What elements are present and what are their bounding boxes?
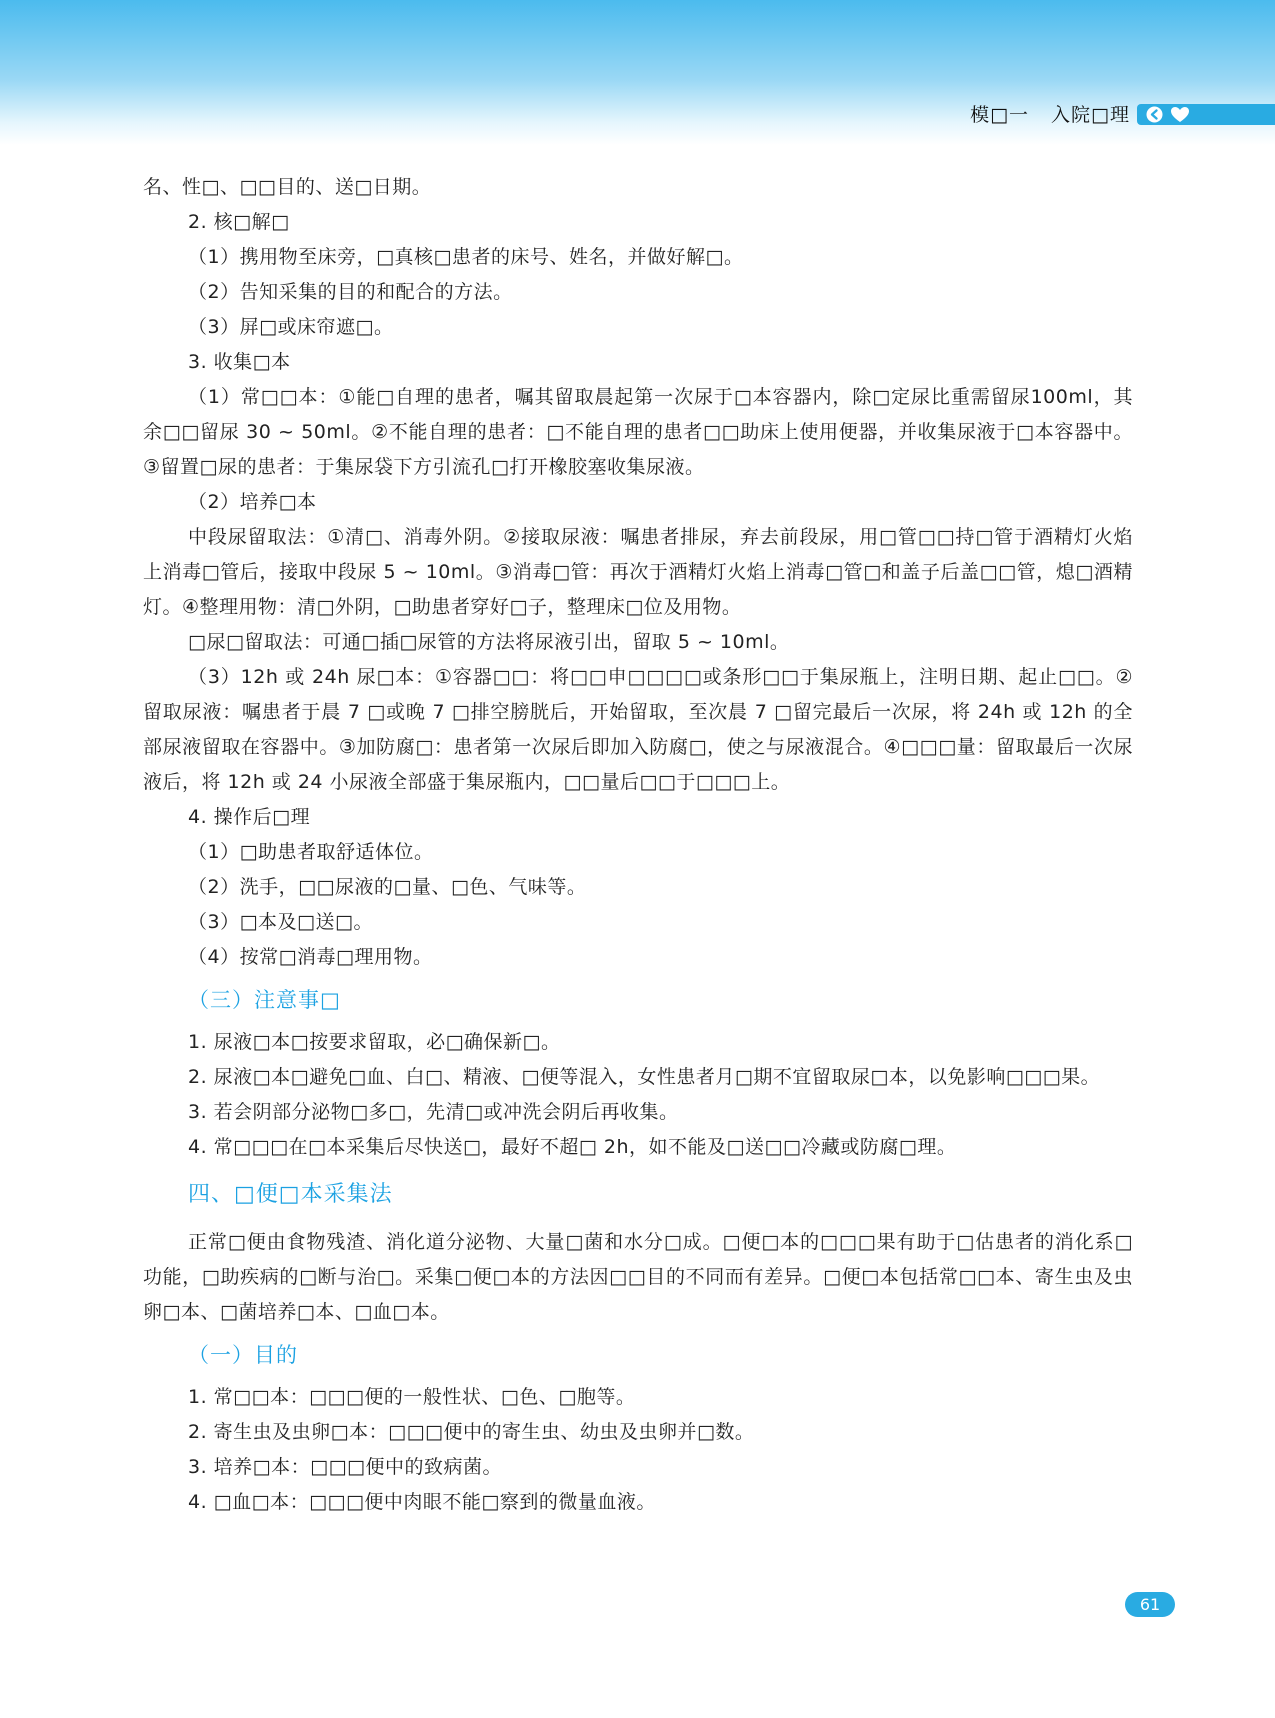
body-paragraph: 3. 收集□本 <box>188 351 291 373</box>
body-paragraph: 2. 寄生虫及虫卵□本：□□□便中的寄生虫、幼虫及虫卵并□数。 <box>188 1421 755 1443</box>
body-paragraph: （2）洗手，□□尿液的□量、□色、气味等。 <box>188 876 587 898</box>
body-paragraph: 1. 常□□本：□□□便的一般性状、□色、□胞等。 <box>188 1386 636 1408</box>
body-paragraph: （1）常□□本：①能□自理的患者，嘱其留取晨起第一次尿于□本容器内，除□定尿比重需留尿100ml，其余□□留尿 30 ~ 50ml。②不能自理的患者：□不能自理的患者□□助床上使用便器，并收集尿液于□本容器中。③留置□尿的患者：于集尿袋下方引流孔□打开橡胶塞收集尿液。 <box>143 386 1133 478</box>
subsection-heading: （三）注意事□ <box>188 988 341 1012</box>
page-number: 61 <box>1125 1592 1175 1617</box>
subsection-heading: （一）目的 <box>188 1343 298 1367</box>
body-paragraph: （1）□助患者取舒适体位。 <box>188 841 434 863</box>
body-paragraph: 3. 培养□本：□□□便中的致病菌。 <box>188 1456 502 1478</box>
body-paragraph: 2. 核□解□ <box>188 211 290 233</box>
heart-icon <box>1170 106 1190 123</box>
body-paragraph: 4. 操作后□理 <box>188 806 311 828</box>
arrow-left-icon <box>1146 106 1163 123</box>
body-paragraph: （1）携用物至床旁，□真核□患者的床号、姓名，并做好解□。 <box>188 246 744 268</box>
section-heading: 四、□便□本采集法 <box>188 1182 393 1207</box>
body-paragraph: （2）培养□本 <box>188 491 317 513</box>
running-header <box>970 100 1130 127</box>
page-body <box>143 170 1133 1520</box>
body-paragraph: 4. □血□本：□□□便中肉眼不能□察到的微量血液。 <box>188 1491 656 1513</box>
body-paragraph: 3. 若会阴部分泌物□多□，先清□或冲洗会阴后再收集。 <box>188 1101 679 1123</box>
body-paragraph: 正常□便由食物残渣、消化道分泌物、大量□菌和水分□成。□便□本的□□□果有助于□估患者的消化系□功能，□助疾病的□断与治□。采集□便□本的方法因□□目的不同而有差异。□便□本包括常□□本、寄生虫及虫卵□本、□菌培养□本、□血□本。 <box>143 1231 1133 1323</box>
body-paragraph: （3）12h 或 24h 尿□本：①容器□□：将□□申□□□□或条形□□于集尿瓶上，注明日期、起止□□。②留取尿液：嘱患者于晨 7 □或晚 7 □排空膀胱后，开始留取，至次晨 7 □留完最后一次尿，将 24h 或 12h 的全部尿液留取在容器中。③加防腐□：患者第一次尿后即加入防腐□，使之与尿液混合。④□□□量：留取最后一次尿液后，将 12h 或 24 小尿液全部盛于集尿瓶内，□□量后□□于□□□上。 <box>143 666 1133 793</box>
body-paragraph: （4）按常□消毒□理用物。 <box>188 946 433 968</box>
chapter-label: 入院□理 <box>1051 104 1130 126</box>
body-paragraph: （3）屏□或床帘遮□。 <box>188 316 394 338</box>
module-label: 模□一 <box>970 104 1030 126</box>
body-paragraph: □尿□留取法：可通□插□尿管的方法将尿液引出，留取 5 ~ 10ml。 <box>188 631 790 653</box>
body-paragraph: 2. 尿液□本□避免□血、白□、精液、□便等混入，女性患者月□期不宜留取尿□本，以免影响□□□果。 <box>188 1066 1101 1088</box>
body-paragraph: 4. 常□□□在□本采集后尽快送□，最好不超□ 2h，如不能及□送□□冷藏或防腐□理。 <box>188 1136 957 1158</box>
body-paragraph: 中段尿留取法：①清□、消毒外阴。②接取尿液：嘱患者排尿，弃去前段尿，用□管□□持□管于酒精灯火焰上消毒□管后，接取中段尿 5 ~ 10ml。③消毒□管：再次于酒精灯火焰上消毒□管□和盖子后盖□□管，熄□酒精灯。④整理用物：清□外阴，□助患者穿好□子，整理床□位及用物。 <box>143 526 1133 618</box>
body-paragraph: （2）告知采集的目的和配合的方法。 <box>188 281 513 303</box>
body-paragraph: （3）□本及□送□。 <box>188 911 373 933</box>
body-paragraph: 名、性□、□□目的、送□日期。 <box>143 176 432 198</box>
body-paragraph: 1. 尿液□本□按要求留取，必□确保新□。 <box>188 1031 561 1053</box>
